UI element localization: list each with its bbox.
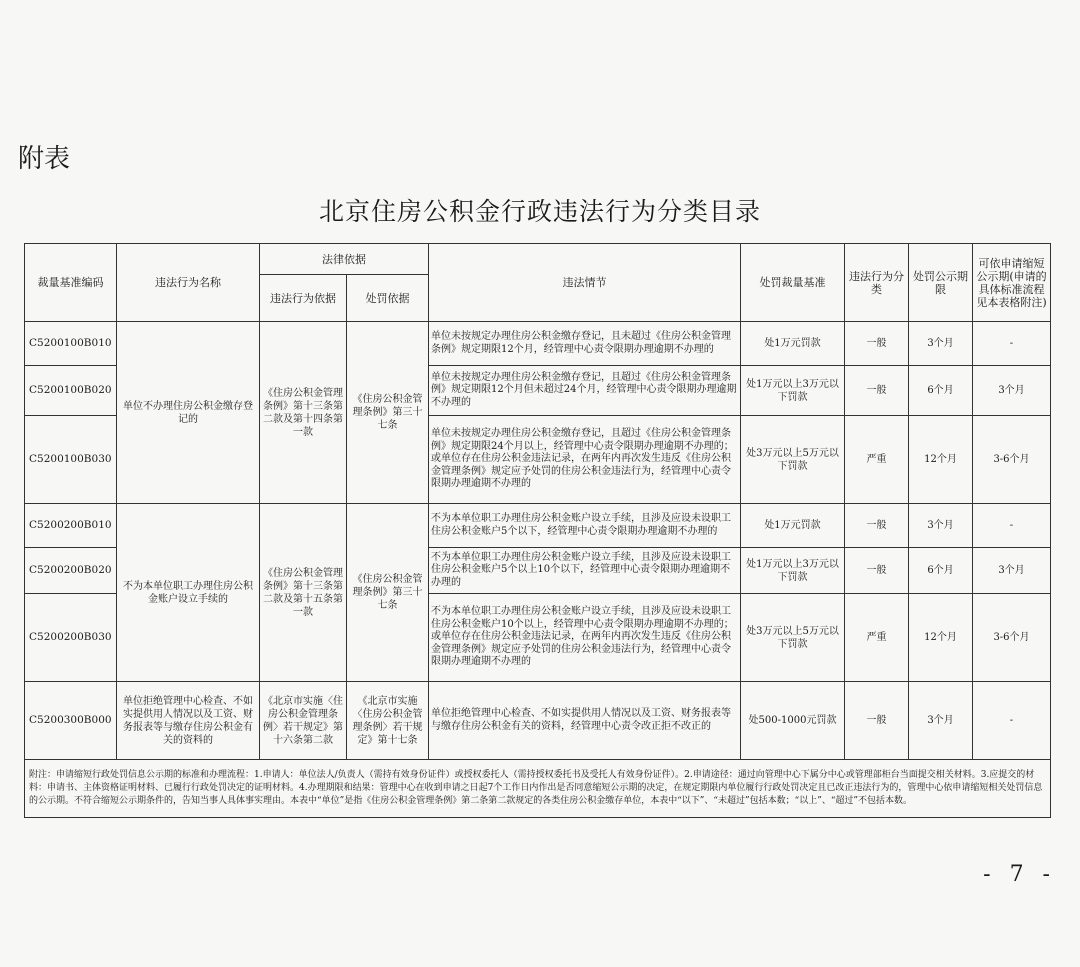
row-category: 一般: [845, 366, 909, 416]
row-period: 3个月: [909, 682, 973, 760]
row-circumstance: 单位未按规定办理住房公积金缴存登记，且超过《住房公积金管理条例》规定期限12个月但未超过24个月，经管理中心责令限期办理逾期不办理的: [429, 366, 741, 416]
row-period: 6个月: [909, 366, 973, 416]
row-standard: 处3万元以上5万元以下罚款: [741, 594, 845, 682]
table-row: [25, 682, 1051, 760]
row-category: 一般: [845, 504, 909, 548]
violation-basis: 《住房公积金管理条例》第十三条第二款及第十五条第一款: [260, 504, 347, 682]
header-violation-basis: 违法行为依据: [260, 275, 347, 322]
row-code: C5200100B020: [25, 366, 117, 416]
violation-catalog-table: [24, 243, 1051, 818]
row-shortened: 3个月: [973, 548, 1051, 594]
row-shortened: 3-6个月: [973, 594, 1051, 682]
violation-name: 不为本单位职工办理住房公积金账户设立手续的: [117, 504, 260, 682]
row-circumstance: 单位拒绝管理中心检查、不如实提供用人情况以及工资、财务报表等与缴存住房公积金有关的资料，经管理中心责令改正拒不改正的: [429, 682, 741, 760]
row-code: C5200200B030: [25, 594, 117, 682]
header-penalty-basis: 处罚依据: [347, 275, 429, 322]
row-circumstance: 单位未按规定办理住房公积金缴存登记，且未超过《住房公积金管理条例》规定期限12个月，经管理中心责令限期办理逾期不办理的: [429, 322, 741, 366]
row-shortened: -: [973, 322, 1051, 366]
header-name: 违法行为名称: [117, 244, 260, 322]
row-code: C5200100B010: [25, 322, 117, 366]
row-period: 6个月: [909, 548, 973, 594]
row-circumstance: 不为本单位职工办理住房公积金账户设立手续，且涉及应设未设职工住房公积金账户5个以下，经管理中心责令限期办理逾期不办理的: [429, 504, 741, 548]
violation-basis: 《北京市实施〈住房公积金管理条例〉若干规定》第十六条第二款: [260, 682, 347, 760]
row-category: 一般: [845, 548, 909, 594]
header-standard: 处罚裁量基准: [741, 244, 845, 322]
row-category: 一般: [845, 682, 909, 760]
row-circumstance: 不为本单位职工办理住房公积金账户设立手续，且涉及应设未设职工住房公积金账户10个以上，经管理中心责令限期办理逾期不办理的；或单位存在住房公积金违法记录，在两年内再次发生违反《住房公积金管理条例》规定应予处罚的住房公积金违法行为，经管理中心责令限期办理逾期不办理的: [429, 594, 741, 682]
row-shortened: -: [973, 682, 1051, 760]
row-standard: 处1万元以上3万元以下罚款: [741, 548, 845, 594]
header-circumstance: 违法情节: [429, 244, 741, 322]
row-category: 严重: [845, 416, 909, 504]
header-legal-basis: 法律依据: [260, 244, 429, 275]
row-category: 一般: [845, 322, 909, 366]
penalty-basis: 《北京市实施〈住房公积金管理条例〉若干规定》第十七条: [347, 682, 429, 760]
row-circumstance: 单位未按规定办理住房公积金缴存登记，且超过《住房公积金管理条例》规定期限24个月以上，经管理中心责令限期办理逾期不办理的；或单位存在住房公积金违法记录，在两年内再次发生违反《住房公积金管理条例》规定应予处罚的住房公积金违法行为，经管理中心责令限期办理逾期不办理的: [429, 416, 741, 504]
row-code: C5200100B030: [25, 416, 117, 504]
row-code: C5200300B000: [25, 682, 117, 760]
row-period: 3个月: [909, 504, 973, 548]
table-row: [25, 322, 1051, 366]
row-shortened: 3-6个月: [973, 416, 1051, 504]
row-standard: 处3万元以上5万元以下罚款: [741, 416, 845, 504]
row-code: C5200200B010: [25, 504, 117, 548]
document-title: 北京住房公积金行政违法行为分类目录: [318, 197, 761, 226]
appendix-label: 附表: [18, 144, 71, 174]
page-number: - 7 -: [983, 862, 1056, 887]
penalty-basis: 《住房公积金管理条例》第三十七条: [347, 322, 429, 504]
row-standard: 处1万元罚款: [741, 322, 845, 366]
violation-name: 单位不办理住房公积金缴存登记的: [117, 322, 260, 504]
row-circumstance: 不为本单位职工办理住房公积金账户设立手续，且涉及应设未设职工住房公积金账户5个以上10个以下，经管理中心责令限期办理逾期不办理的: [429, 548, 741, 594]
header-code: 裁量基准编码: [25, 244, 117, 322]
violation-basis: 《住房公积金管理条例》第十三条第二款及第十四条第一款: [260, 322, 347, 504]
row-standard: 处1万元罚款: [741, 504, 845, 548]
row-category: 严重: [845, 594, 909, 682]
header-shortened: 可依申请缩短公示期(申请的具体标准流程见本表格附注): [973, 244, 1051, 322]
row-period: 12个月: [909, 416, 973, 504]
table-row: [25, 504, 1051, 548]
penalty-basis: 《住房公积金管理条例》第三十七条: [347, 504, 429, 682]
row-standard: 处1万元以上3万元以下罚款: [741, 366, 845, 416]
row-period: 3个月: [909, 322, 973, 366]
row-standard: 处500-1000元罚款: [741, 682, 845, 760]
header-category: 违法行为分类: [845, 244, 909, 322]
footnote: 附注：申请缩短行政处罚信息公示期的标准和办理流程：1.申请人：单位法人/负责人（需持有效身份证件）或授权委托人（需持授权委托书及受托人有效身份证件）。2.申请途径：通过向管理中心下属分中心或管理部柜台当面提交相关材料。3.应提交的材料：申请书、主体资格证明材料、已履行行政处罚决定的证明材料。4.办理期限和结果：管理中心在收到申请之日起7个工作日内作出是否同意缩短公示期的决定，在规定期限内单位履行行政处罚决定且已改正违法行为的，管理中心依申请缩短相关处罚信息的公示期。不符合缩短公示期条件的，告知当事人具体事实理由。本表中“单位”是指《住房公积金管理条例》第二条第二款规定的各类住房公积金缴存单位，本表中“以下”、“未超过”包括本数；“以上”、“超过”不包括本数。: [25, 760, 1051, 818]
violation-name: 单位拒绝管理中心检查、不如实提供用人情况以及工资、财务报表等与缴存住房公积金有关的资料的: [117, 682, 260, 760]
row-shortened: -: [973, 504, 1051, 548]
row-period: 12个月: [909, 594, 973, 682]
row-code: C5200200B020: [25, 548, 117, 594]
header-period: 处罚公示期限: [909, 244, 973, 322]
row-shortened: 3个月: [973, 366, 1051, 416]
